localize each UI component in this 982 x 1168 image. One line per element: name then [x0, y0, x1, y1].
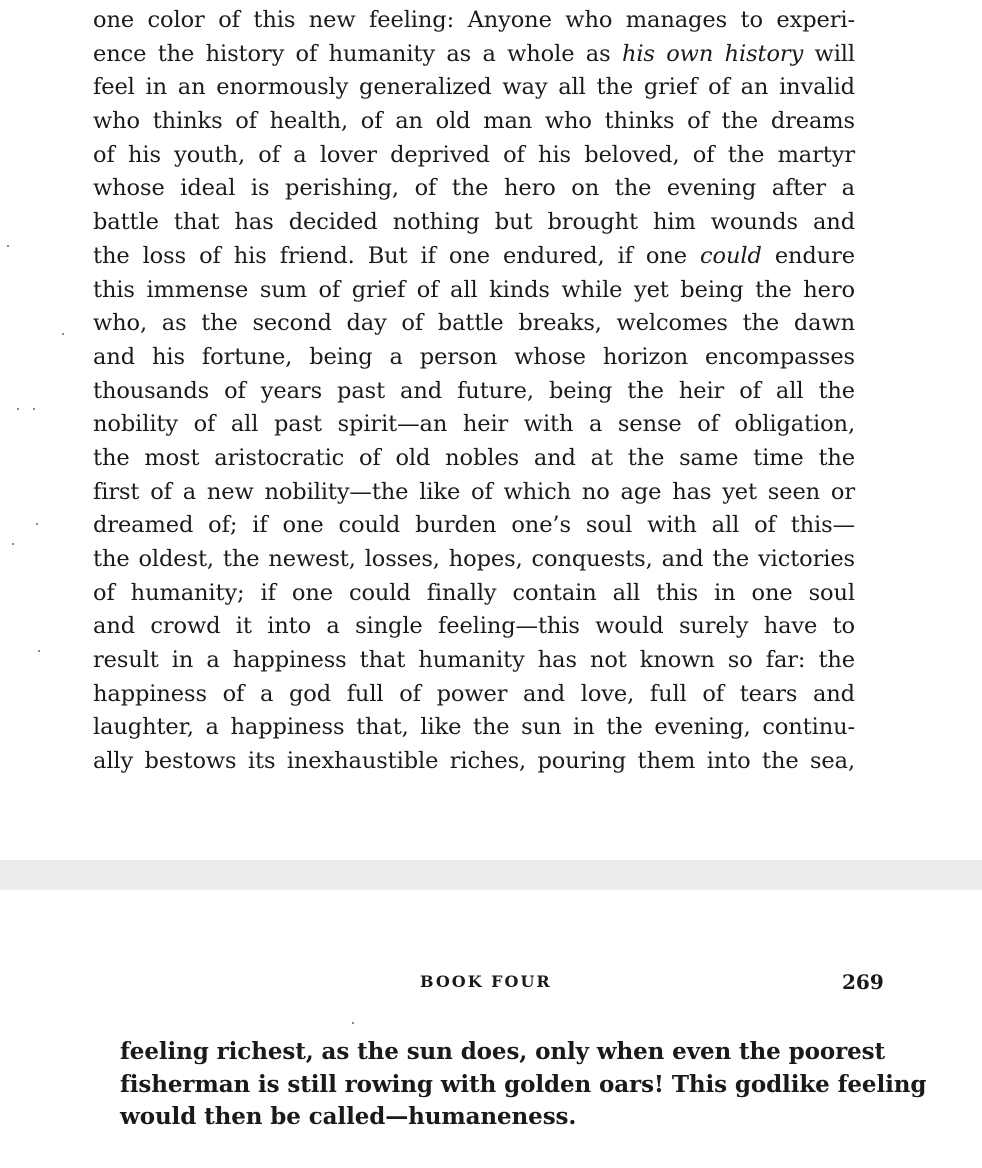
text-line: who, as the second day of battle breaks, welcomes the dawn [93, 310, 855, 337]
text-line: this immense sum of grief of all kinds while yet being the hero [93, 276, 855, 303]
margin-speck [62, 333, 64, 335]
margin-speck [33, 408, 35, 410]
text-line: would then be called—humaneness. [120, 1103, 577, 1130]
running-head: BOOK FOUR [420, 972, 552, 991]
text-line: feeling richest, as the sun does, only when even the poorest [120, 1038, 886, 1065]
margin-speck [12, 543, 14, 545]
margin-speck [7, 245, 9, 247]
italic-emphasis: his own history [621, 40, 804, 67]
lower-page-text [120, 1036, 927, 1134]
text-line: feel in an enormously generalized way all the grief of an invalid [93, 74, 855, 101]
text-line: result in a happiness that humanity has not known so far: the [93, 647, 855, 674]
text-line: fisherman is still rowing with golden oars! This godlike feeling [120, 1070, 927, 1098]
margin-speck [17, 408, 19, 410]
text-line: first of a new nobility—the like of which no age has yet seen or [93, 478, 855, 505]
text-line: the most aristocratic of old nobles and at the same time the [93, 444, 855, 471]
text-line: thousands of years past and future, being the heir of all the [93, 377, 855, 404]
page-number: 269 [842, 970, 884, 994]
text-line: who thinks of health, of an old man who thinks of the dreams [93, 108, 855, 135]
text-line: battle that has decided nothing but brought him wounds and [93, 209, 855, 236]
text-line: whose ideal is perishing, of the hero on the evening after a [93, 175, 855, 202]
text-line: the loss of his friend. But if one endured, if one could endure [93, 242, 855, 269]
margin-speck [36, 523, 38, 525]
text-line: and crowd it into a single feeling—this would surely have to [93, 613, 855, 640]
text-line: dreamed of; if one could burden one’s soul with all of this— [93, 512, 855, 539]
text-line: laughter, a happiness that, like the sun in the evening, continu- [93, 714, 855, 741]
page-separator [0, 860, 982, 890]
italic-emphasis: could [700, 242, 762, 269]
margin-speck [352, 1022, 354, 1024]
text-line: one color of this new feeling: Anyone who manages to experi- [93, 7, 855, 33]
text-line: ence the history of humanity as a whole as his own history will [93, 40, 855, 67]
margin-speck [38, 650, 40, 652]
text-line: the oldest, the newest, losses, hopes, conquests, and the victories [93, 546, 855, 572]
text-line: and his fortune, being a person whose horizon encompasses [93, 343, 855, 370]
text-line: ally bestows its inexhaustible riches, pouring them into the sea, [93, 748, 855, 775]
upper-page-text [93, 4, 855, 779]
text-line: nobility of all past spirit—an heir with a sense of obligation, [93, 411, 855, 438]
text-line: of his youth, of a lover deprived of his beloved, of the martyr [93, 141, 855, 168]
text-line: of humanity; if one could finally contain all this in one soul [93, 579, 855, 606]
text-line: happiness of a god full of power and love, full of tears and [93, 680, 855, 707]
